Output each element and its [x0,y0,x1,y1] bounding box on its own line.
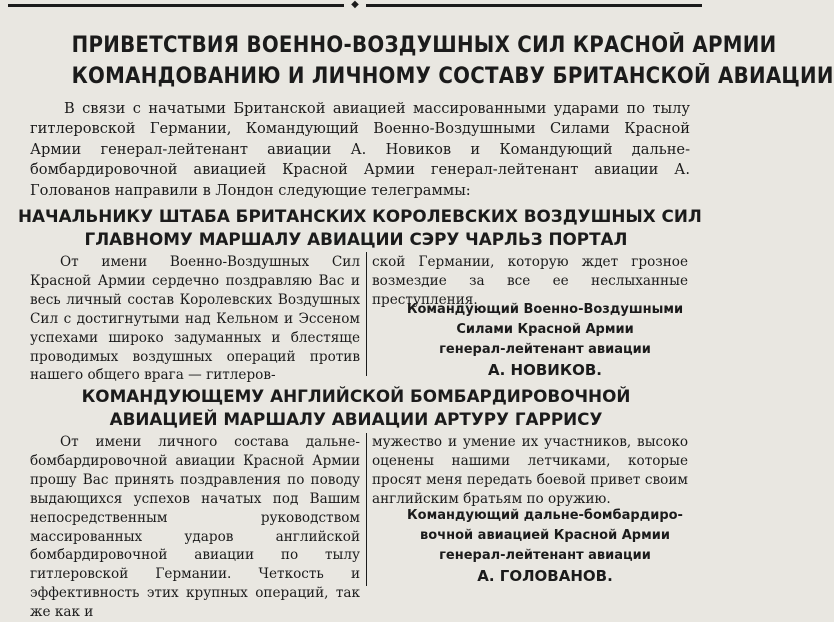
column-divider [366,433,367,586]
signature-line: генерал-лейтенант авиации [439,548,651,563]
telegram1-heading-line-1: НАЧАЛЬНИКУ ШТАБА БРИТАНСКИХ КОРОЛЕВСКИХ ВОЗДУШНЫХ СИЛ [18,206,702,226]
signature-line: Командующий Военно-Воздушными [406,302,684,317]
signature-name: А. ГОЛОВАНОВ. [477,567,613,585]
telegram2-signature [400,506,690,586]
signature-line: вочной авиацией Красной Армии [420,528,670,543]
telegram2-body-right: мужество и умение их участников, высоко оценены нашими летчиками, которые просят меня передать боевой привет своим английским братьям по оружию. [372,434,688,507]
telegram1-signature [400,300,690,380]
telegram1-body-left: От имени Военно-Воздушных Сил Красной Армии сердечно поздравляю Вас и весь личный состав Королевских Воздушных Сил с достигнутыми над Кельном и Эссеном успехами широко задуманных и блестяще проводимых воздушных операций против нашего общего врага — гитлеров- [30,254,360,384]
telegram1-body-right: ской Германии, которую ждет грозное возмездие за все ее неслыханные преступления. [372,254,688,308]
signature-name: А. НОВИКОВ. [488,361,602,379]
signature-line: генерал-лейтенант авиации [439,342,651,357]
intro-paragraph: В связи с начатыми Британской авиацией массированными ударами по тылу гитлеровской Германии, Командующий Военно-Воздушными Силами Красной Армии генерал-лейтенант авиации А. Новиков и Командующий дальне-бомбардировочной авиацией Красной Армии генерал-лейтенант авиации А. Голованов направили в Лондон следующие телеграммы: [30,100,690,199]
telegram2-heading-line-1: КОМАНДУЮЩЕМУ АНГЛИЙСКОЙ БОМБАРДИРОВОЧНОЙ [81,386,631,406]
signature-line: Силами Красной Армии [456,322,634,337]
telegram2-heading-line-2: АВИАЦИЕЙ МАРШАЛУ АВИАЦИИ АРТУРУ ГАРРИСУ [109,409,603,429]
telegram1-heading-line-2: ГЛАВНОМУ МАРШАЛУ АВИАЦИИ СЭРУ ЧАРЛЬЗ ПОРТАЛ [84,229,628,249]
headline-line-2: КОМАНДОВАНИЮ И ЛИЧНОМУ СОСТАВУ БРИТАНСКОЙ АВИАЦИИ [71,64,834,89]
column-divider [366,252,367,376]
headline-line-1: ПРИВЕТСТВИЯ ВОЕННО-ВОЗДУШНЫХ СИЛ КРАСНОЙ АРМИИ [71,33,777,58]
top-ornament: ◆ [344,0,366,10]
telegram2-body-left: От имени личного состава дальне-бомбардировочной авиации Красной Армии прошу Вас принять поздравления по поводу выдающихся успехов начатых под Вашим непосредственным руководством массированных ударов английской бомбардировочной авиации по тылу гитлеровской Германии. Четкость и эффективность этих крупных операций, так же как и [30,434,360,621]
signature-line: Командующий дальне-бомбардиро- [407,508,683,523]
